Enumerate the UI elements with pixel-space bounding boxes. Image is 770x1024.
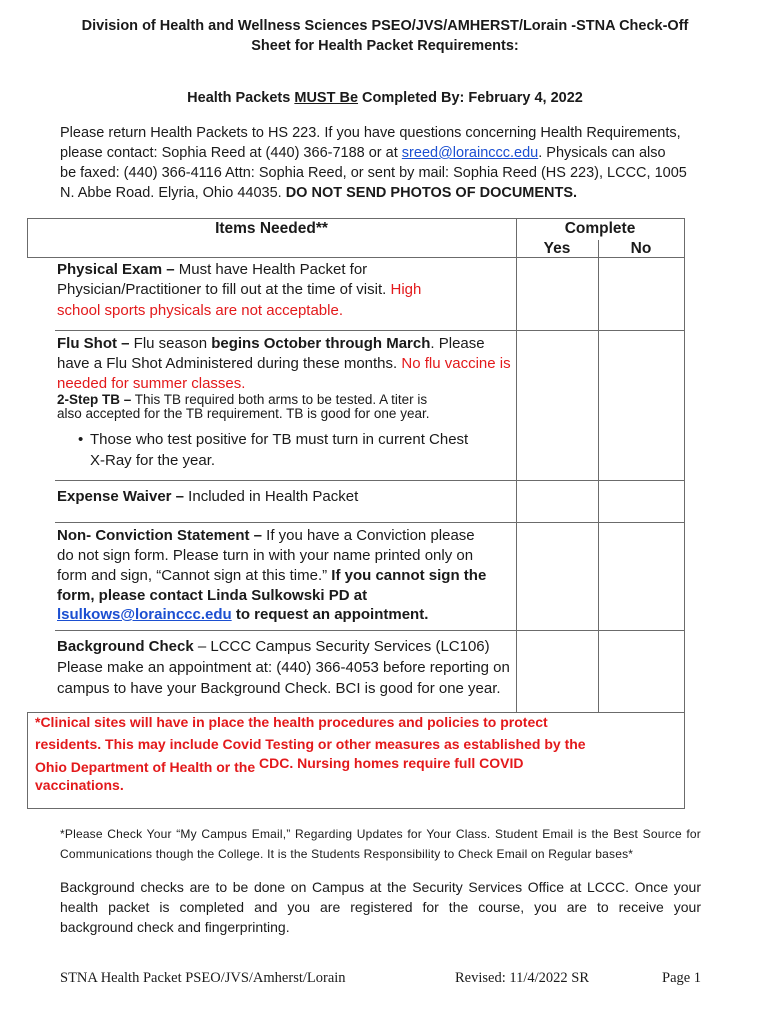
background-check-yes-cell [517, 631, 598, 712]
physical-exam-warning: school sports physicals are not acceptable. [57, 302, 343, 319]
clinical-notice-text: CDC. Nursing homes require full COVID [259, 755, 524, 771]
physical-exam-line-1 [57, 260, 367, 280]
footer-document-name: STNA Health Packet PSEO/JVS/Amherst/Lorain [60, 970, 346, 986]
yes-column-header: Yes [543, 240, 571, 257]
expense-waiver-no-cell [599, 481, 684, 522]
sulkowski-email-link[interactable]: lsulkows@lorainccc.edu [57, 606, 232, 623]
flu-shot-description: have a Flu Shot Administered during these months. [57, 355, 402, 372]
intro-line-4 [60, 183, 577, 203]
tb-label: 2-Step TB – [57, 392, 132, 407]
complete-header: Complete [564, 220, 636, 237]
contact-email-link[interactable]: sreed@lorainccc.edu [401, 145, 539, 161]
background-note-line-2: health packet is completed and you are registered for the course, you are to receive your [60, 899, 701, 915]
expense-waiver-label: Expense Waiver – [57, 488, 185, 505]
table-right-rule [684, 218, 685, 809]
no-photos-warning: DO NOT SEND PHOTOS OF DOCUMENTS. [285, 185, 578, 201]
flu-shot-description: . Please [430, 335, 485, 352]
bullet-icon: • [78, 431, 84, 448]
email-note-line-2: Communications though the College. It is the Students Responsibility to Check Email on Regular bases* [60, 847, 634, 861]
no-column-header: No [630, 240, 652, 257]
non-conviction-line-1 [57, 526, 475, 546]
non-conviction-description: form and sign, “Cannot sign at this time.” [57, 567, 332, 584]
deadline-date: Completed By: February 4, 2022 [358, 90, 583, 106]
physical-exam-label: Physical Exam – [57, 261, 175, 278]
physical-exam-line-2 [57, 280, 421, 300]
intro-line-2 [60, 143, 666, 163]
notice-box-bottom-rule [27, 808, 685, 809]
flu-shot-warning: needed for summer classes. [57, 375, 246, 392]
non-conviction-line-2: do not sign form. Please turn in with your name printed only on [57, 547, 474, 564]
deadline-prefix: Health Packets [187, 90, 295, 106]
clinical-notice-line-4: vaccinations. [35, 777, 124, 793]
document-title-line-1: Division of Health and Wellness Sciences PSEO/JVS/AMHERST/Lorain -STNA Check-Off [81, 18, 689, 34]
notice-box-left-rule [27, 712, 28, 809]
intro-line-3: be faxed: (440) 366-4116 Attn: Sophia Reed, or sent by mail: Sophia Reed (HS 223), LCCC, 1005 [60, 165, 687, 181]
flu-tb-no-cell [599, 331, 684, 480]
clinical-notice-line-1: *Clinical sites will have in place the health procedures and policies to protect [35, 714, 548, 730]
physical-exam-yes-cell [517, 258, 598, 330]
flu-shot-line-1 [57, 334, 485, 354]
clinical-notice-text: Ohio Department of Health or the [35, 759, 260, 775]
footer-revision: Revised: 11/4/2022 SR [455, 970, 589, 986]
items-needed-header: Items Needed** [215, 220, 328, 237]
tb-bullet-line-1: Those who test positive for TB must turn in current Chest [90, 431, 469, 448]
background-check-description: – LCCC Campus Security Services (LC106) [193, 638, 490, 655]
expense-waiver-line [57, 487, 358, 507]
intro-physicals-text: . Physicals can also [538, 145, 666, 161]
background-check-no-cell [599, 631, 684, 712]
background-note-line-1: Background checks are to be done on Campus at the Security Services Office at LCCC. Once your [60, 879, 701, 895]
tb-description: This TB required both arms to be tested. A titer is [131, 392, 428, 407]
clinical-notice-line-3 [35, 757, 524, 777]
non-conviction-instruction: If you cannot sign the [331, 567, 487, 584]
intro-address-text: N. Abbe Road. Elyria, Ohio 44035. [60, 185, 286, 201]
deadline-emphasis: MUST Be [294, 90, 359, 106]
flu-shot-label: Flu Shot – [57, 335, 130, 352]
background-check-line-3: campus to have your Background Check. BCI is good for one year. [57, 680, 501, 697]
non-conviction-label: Non- Conviction Statement – [57, 527, 263, 544]
physical-exam-warning: High [390, 281, 422, 298]
flu-shot-line-2 [57, 354, 511, 374]
non-conviction-line-5 [57, 605, 428, 625]
document-title-line-2: Sheet for Health Packet Requirements: [251, 38, 519, 54]
non-conviction-no-cell [599, 523, 684, 630]
tb-line-2: also accepted for the TB requirement. TB is good for one year. [57, 406, 430, 421]
non-conviction-description: If you have a Conviction please [262, 527, 475, 544]
background-note-line-3: background check and fingerprinting. [60, 919, 290, 935]
deadline-heading [0, 88, 770, 108]
physical-exam-description: Physician/Practitioner to fill out at the time of visit. [57, 281, 391, 298]
non-conviction-yes-cell [517, 523, 598, 630]
non-conviction-line-4: form, please contact Linda Sulkowski PD at [57, 587, 368, 604]
physical-exam-no-cell [599, 258, 684, 330]
background-check-line-1 [57, 637, 490, 657]
expense-waiver-yes-cell [517, 481, 598, 522]
footer-page-number: Page 1 [662, 970, 702, 986]
flu-season-dates: begins October through March [211, 335, 431, 352]
intro-contact-text: please contact: Sophia Reed at (440) 366-7188 or at [60, 145, 402, 161]
intro-line-1: Please return Health Packets to HS 223. If you have questions concerning Health Requirements, [60, 125, 681, 141]
physical-exam-description: Must have Health Packet for [174, 261, 368, 278]
background-check-label: Background Check [57, 638, 194, 655]
tb-line-1 [57, 392, 427, 407]
clinical-notice-line-2: residents. This may include Covid Testing or other measures as established by the [35, 736, 586, 752]
email-note-line-1: *Please Check Your “My Campus Email,” Regarding Updates for Your Class. Student Email is the Best Source for [60, 827, 701, 841]
flu-shot-description: Flu season [129, 335, 212, 352]
non-conviction-line-3 [57, 566, 486, 586]
flu-shot-warning: No flu vaccine is [401, 355, 511, 372]
expense-waiver-description: Included in Health Packet [184, 488, 359, 505]
tb-bullet-line-2: X-Ray for the year. [90, 452, 216, 469]
non-conviction-instruction: to request an appointment. [231, 606, 429, 623]
flu-tb-yes-cell [517, 331, 598, 480]
background-check-line-2: Please make an appointment at: (440) 366-4053 before reporting on [57, 659, 510, 676]
